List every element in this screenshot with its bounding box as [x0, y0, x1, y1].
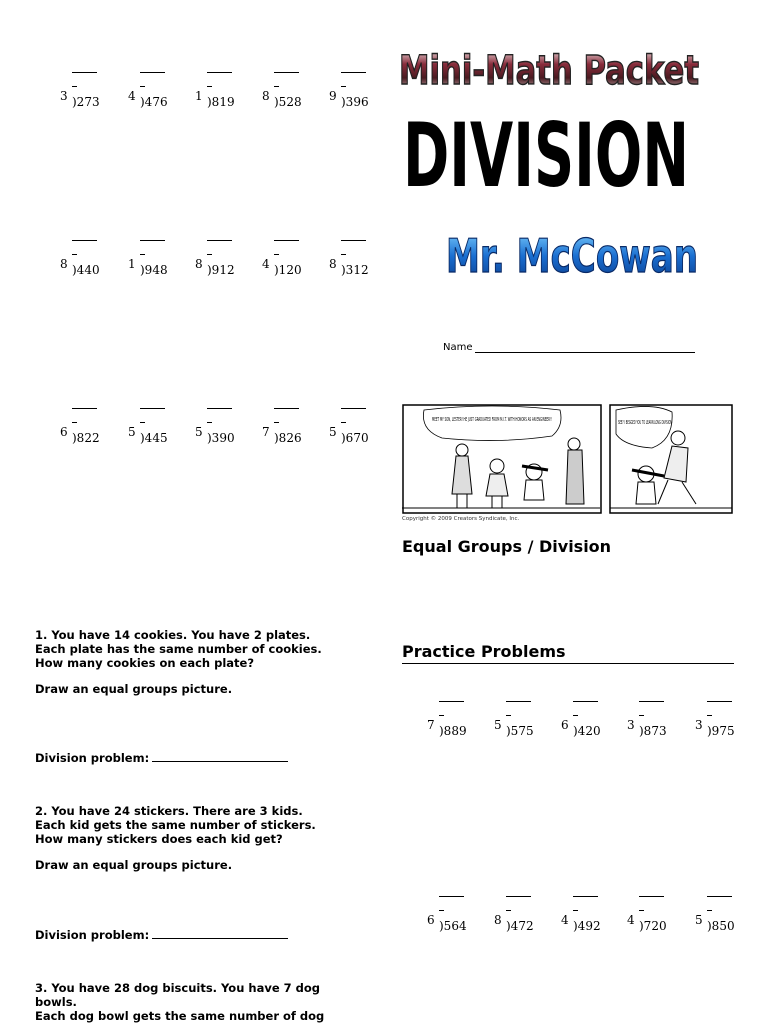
divisor: 5	[195, 425, 203, 439]
dividend: )670	[341, 431, 369, 445]
divisor: 5	[329, 425, 337, 439]
word-problem-1	[35, 628, 355, 696]
dividend: )445	[140, 431, 168, 445]
dividend: )420	[573, 724, 601, 738]
problem-line: How many stickers does each kid get?	[35, 832, 283, 846]
division-problem	[195, 408, 251, 448]
copyright-note: Copyright © 2009 Creators Syndicate, Inc.	[402, 516, 520, 522]
division-problem	[195, 240, 251, 280]
dividend: )120	[274, 263, 302, 277]
divisor: 6	[60, 425, 68, 439]
divisor: 8	[262, 89, 270, 103]
dividend: )889	[439, 724, 467, 738]
division-problem	[427, 701, 483, 741]
word-problem-2	[35, 804, 355, 872]
dividend: )975	[707, 724, 735, 738]
problem-line: Each dog bowl gets the same number of dog	[35, 1009, 325, 1023]
dividend: )440	[72, 263, 100, 277]
dividend: )720	[639, 919, 667, 933]
division-problem	[627, 896, 683, 936]
divisor: 8	[60, 257, 68, 271]
division-problem	[695, 701, 751, 741]
practice-problems-heading: Practice Problems	[402, 642, 734, 664]
divisor: 8	[494, 913, 502, 927]
svg-text:Mr. McCowan: Mr. McCowan	[446, 229, 698, 283]
division-problem	[427, 896, 483, 936]
division-problem	[60, 240, 116, 280]
divisor: 9	[329, 89, 337, 103]
dividend: )564	[439, 919, 467, 933]
division-title	[400, 104, 692, 207]
comic-strip-image	[402, 404, 734, 516]
dividend: )390	[207, 431, 235, 445]
divisor: 3	[695, 718, 703, 732]
dividend: )912	[207, 263, 235, 277]
dividend: )873	[639, 724, 667, 738]
division-problem	[262, 72, 318, 112]
problem-line: 3. You have 28 dog biscuits. You have 7 dog	[35, 981, 321, 995]
division-problem	[262, 408, 318, 448]
division-problem	[128, 408, 184, 448]
equal-groups-heading: Equal Groups / Division	[402, 537, 612, 556]
problem-line: bowls.	[35, 995, 77, 1009]
divisor: 6	[427, 913, 435, 927]
division-problem	[494, 896, 550, 936]
dividend: )575	[506, 724, 534, 738]
teacher-name-title	[442, 222, 702, 284]
dividend: )492	[573, 919, 601, 933]
divisor: 7	[427, 718, 435, 732]
problem-line: 1. You have 14 cookies. You have 2 plates.	[35, 628, 311, 642]
answer-blank[interactable]	[152, 927, 288, 939]
dividend: )312	[341, 263, 369, 277]
divisor: 4	[262, 257, 270, 271]
division-problem	[561, 701, 617, 741]
dividend: )822	[72, 431, 100, 445]
division-problem	[494, 701, 550, 741]
division-problem	[627, 701, 683, 741]
dividend: )273	[72, 95, 100, 109]
draw-instruction: Draw an equal groups picture.	[35, 682, 233, 696]
divisor: 8	[329, 257, 337, 271]
division-problem	[329, 72, 385, 112]
division-problem	[195, 72, 251, 112]
comic-caption-1: MEET MY SON, LESTER! HE JUST GRADUATED FROM M.I.T. WITH HONORS AS AN ENGINEER!!	[432, 417, 552, 423]
dividend: )472	[506, 919, 534, 933]
dividend: )819	[207, 95, 235, 109]
division-problem	[695, 896, 751, 936]
name-label: Name	[443, 342, 473, 353]
name-line[interactable]	[475, 341, 695, 353]
divisor: 4	[561, 913, 569, 927]
division-problem	[60, 72, 116, 112]
mini-math-packet-title	[394, 40, 704, 96]
divisor: 1	[195, 89, 203, 103]
dividend: )396	[341, 95, 369, 109]
division-problem-label: Division problem:	[35, 928, 150, 942]
divisor: 6	[561, 718, 569, 732]
answer-blank[interactable]	[152, 750, 288, 762]
division-problem	[329, 240, 385, 280]
dividend: )476	[140, 95, 168, 109]
divisor: 1	[128, 257, 136, 271]
problem-line: Each kid gets the same number of stickers.	[35, 818, 316, 832]
divisor: 4	[627, 913, 635, 927]
division-problem	[329, 408, 385, 448]
problem-line: Each plate has the same number of cookies.	[35, 642, 322, 656]
division-problem	[60, 408, 116, 448]
svg-text:Mini-Math Packet: Mini-Math Packet	[399, 48, 699, 94]
divisor: 3	[60, 89, 68, 103]
division-problem-label: Division problem:	[35, 751, 150, 765]
dividend: )826	[274, 431, 302, 445]
division-answer-2[interactable]	[35, 927, 288, 942]
division-problem	[561, 896, 617, 936]
draw-instruction: Draw an equal groups picture.	[35, 858, 233, 872]
division-problem	[128, 240, 184, 280]
problem-line: 2. You have 24 stickers. There are 3 kids.	[35, 804, 303, 818]
name-field[interactable]	[443, 341, 695, 353]
comic-caption-2: SEE? I BEGGED YOU TO LEARN LONG DIVISION	[618, 420, 673, 426]
problem-line: How many cookies on each plate?	[35, 656, 254, 670]
dividend: )948	[140, 263, 168, 277]
division-problem	[262, 240, 318, 280]
division-problem	[128, 72, 184, 112]
divisor: 4	[128, 89, 136, 103]
divisor: 5	[128, 425, 136, 439]
dividend: )528	[274, 95, 302, 109]
word-problem-3	[35, 981, 355, 1023]
svg-text:DIVISION: DIVISION	[403, 104, 689, 207]
divisor: 3	[627, 718, 635, 732]
divisor: 7	[262, 425, 270, 439]
divisor: 5	[695, 913, 703, 927]
division-answer-1[interactable]	[35, 750, 288, 765]
dividend: )850	[707, 919, 735, 933]
divisor: 8	[195, 257, 203, 271]
divisor: 5	[494, 718, 502, 732]
